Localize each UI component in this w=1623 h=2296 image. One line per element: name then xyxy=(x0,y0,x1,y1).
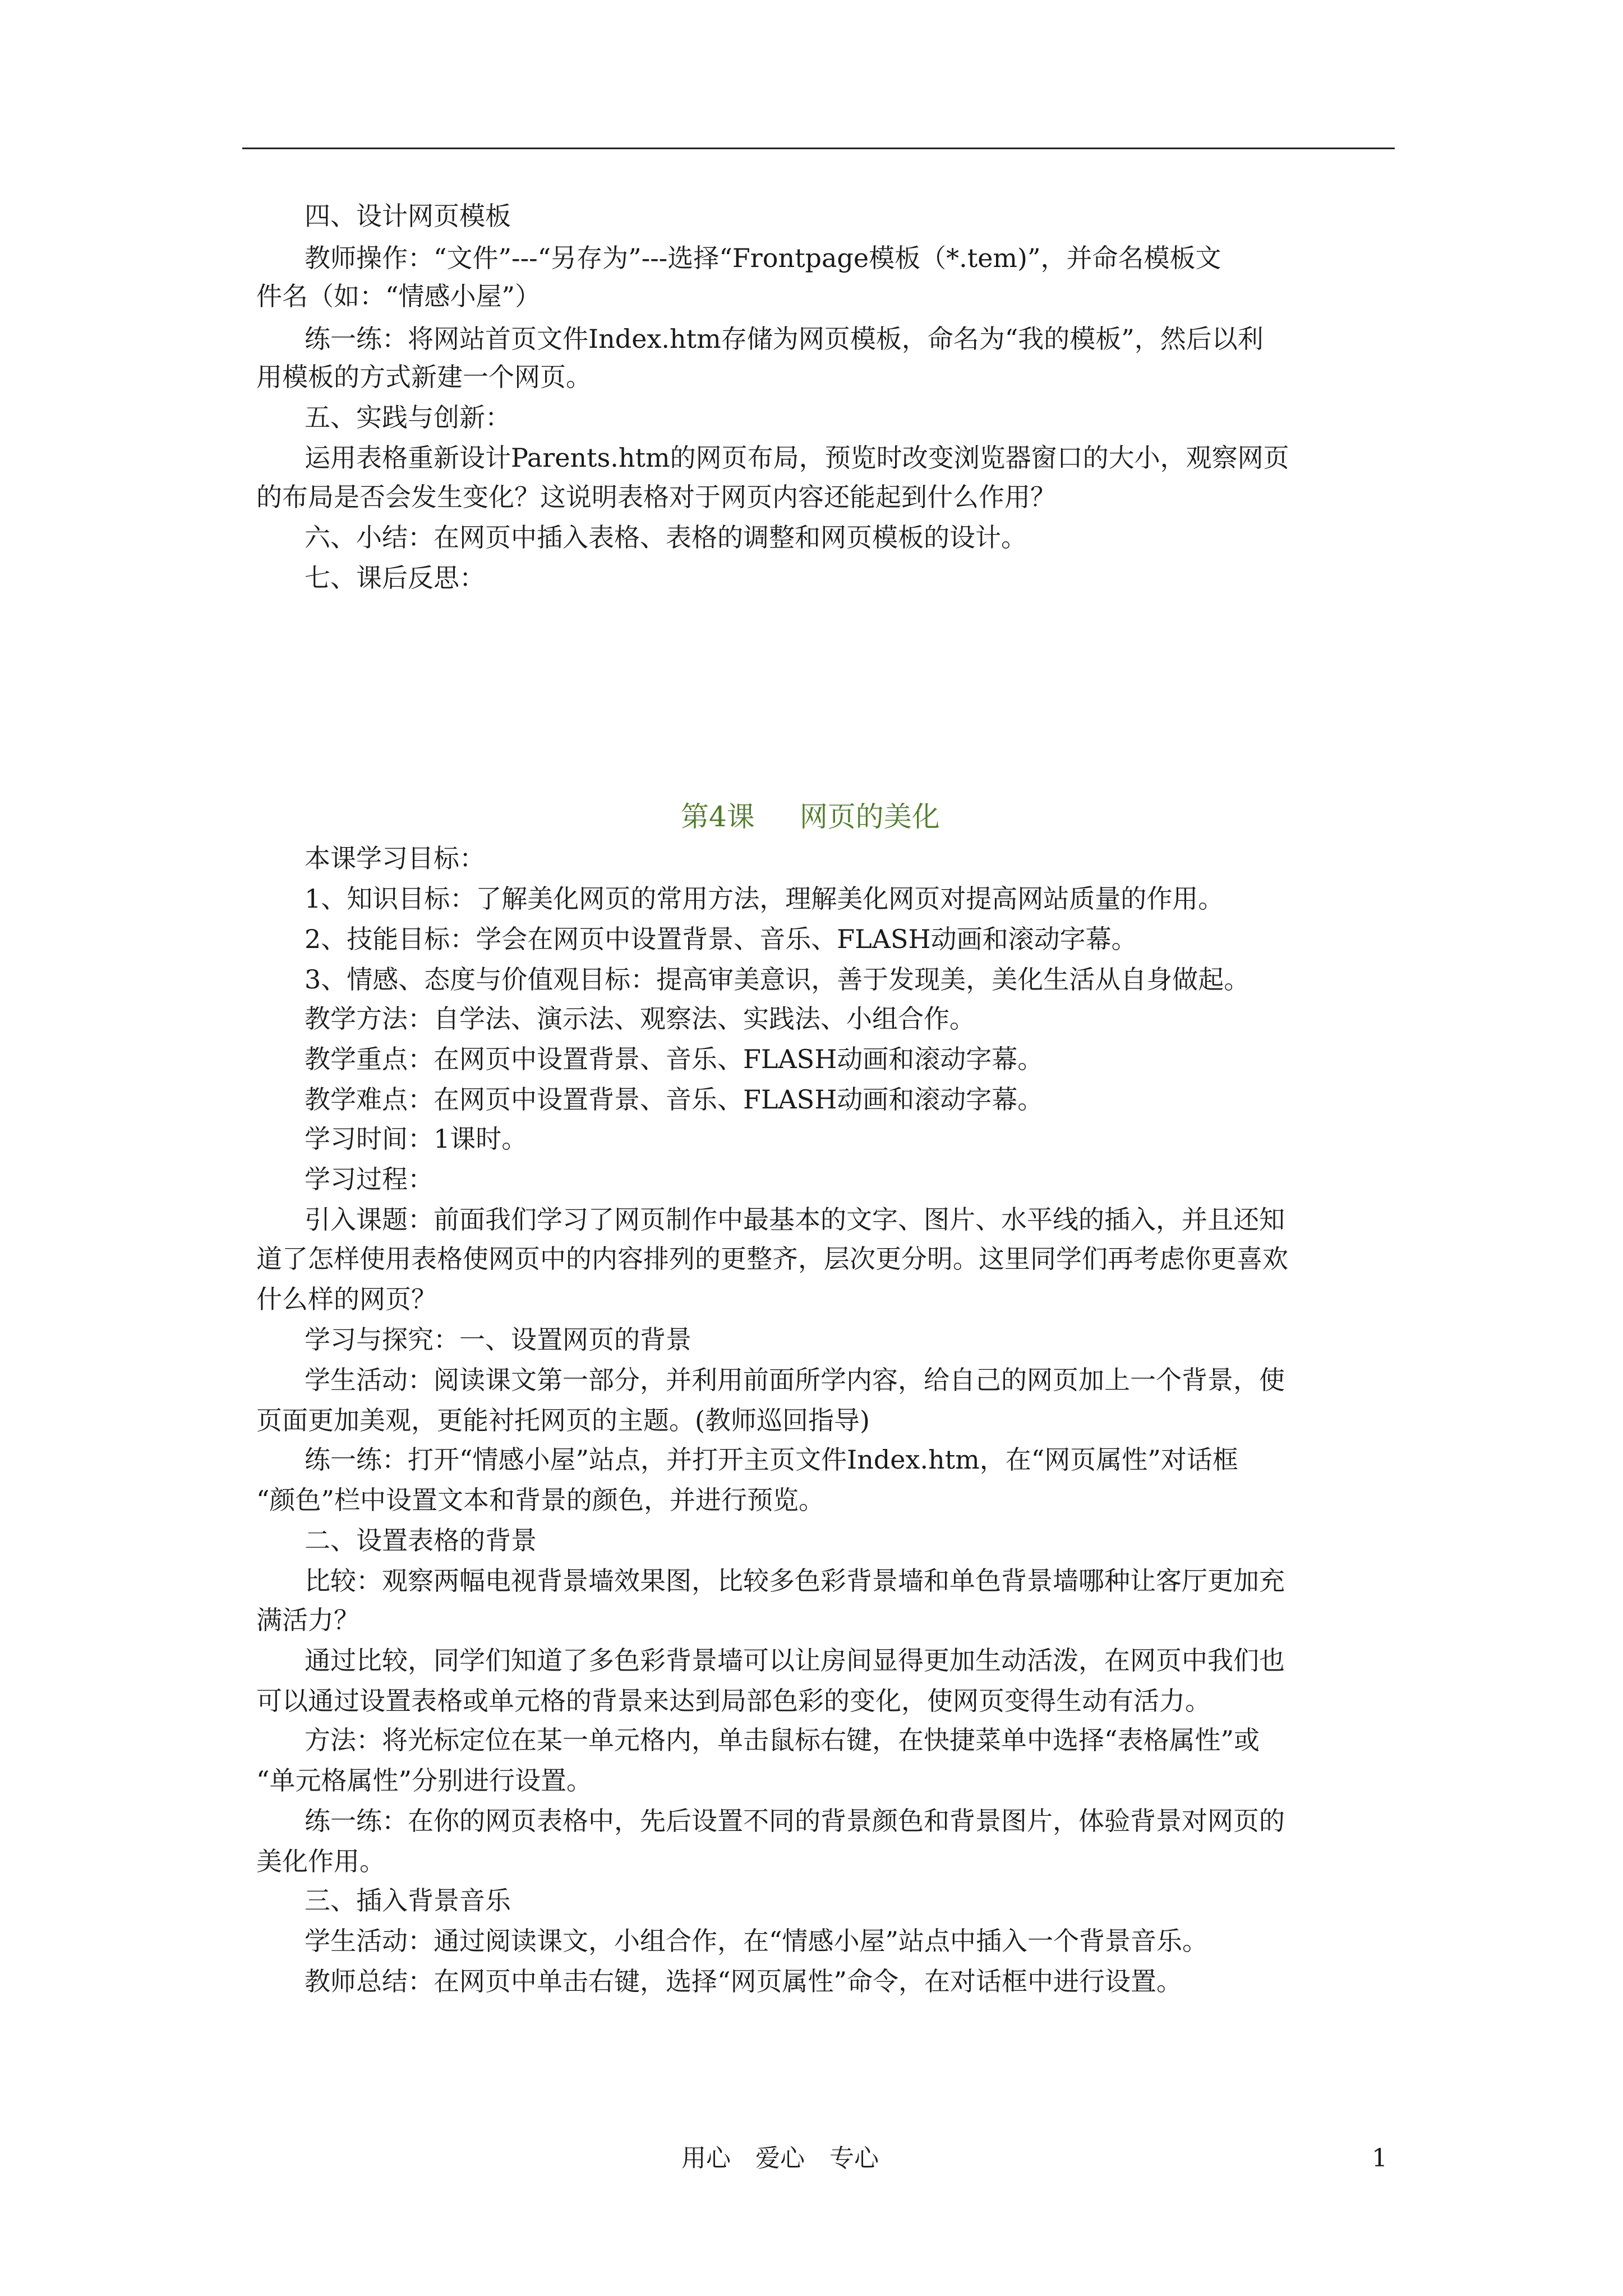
heading-reflection: 七、课后反思： xyxy=(305,563,485,593)
lesson-number: 第4课 xyxy=(681,800,755,833)
paragraph-line: 练一练：打开“情感小屋”站点，并打开主页文件Index.htm，在“网页属性”对话框 xyxy=(305,1444,1238,1475)
paragraph-line: 用模板的方式新建一个网页。 xyxy=(256,362,592,392)
paragraph-line: 本课学习目标： xyxy=(305,843,485,873)
paragraph-line: 教师总结：在网页中单击右键，选择“网页属性”命令，在对话框中进行设置。 xyxy=(305,1966,1183,1996)
footer-motto-item: 专心 xyxy=(829,2144,879,2173)
footer-motto xyxy=(681,2143,879,2174)
paragraph-line: 可以通过设置表格或单元格的背景来达到局部色彩的变化，使网页变得生动有活力。 xyxy=(256,1686,1211,1716)
paragraph-line: 2、技能目标：学会在网页中设置背景、音乐、FLASH动画和滚动字幕。 xyxy=(305,924,1137,954)
paragraph-line: 比较：观察两幅电视背景墙效果图，比较多色彩背景墙和单色背景墙哪种让客厅更加充 xyxy=(305,1566,1285,1596)
paragraph-line: 练一练：将网站首页文件Index.htm存储为网页模板，命名为“我的模板”，然后以利 xyxy=(305,324,1264,354)
paragraph-line: 学生活动：通过阅读课文，小组合作，在“情感小屋”站点中插入一个背景音乐。 xyxy=(305,1926,1209,1956)
paragraph-line: 运用表格重新设计Parents.htm的网页布局，预览时改变浏览器窗口的大小，观察网页 xyxy=(305,443,1289,473)
paragraph-line: 满活力？ xyxy=(256,1605,359,1635)
paragraph-line: 的布局是否会发生变化？这说明表格对于网页内容还能起到什么作用？ xyxy=(256,482,1056,512)
heading-practice: 五、实践与创新： xyxy=(305,402,511,432)
paragraph-line: 教学难点：在网页中设置背景、音乐、FLASH动画和滚动字幕。 xyxy=(305,1084,1044,1115)
paragraph-line: 页面更加美观，更能衬托网页的主题。(教师巡回指导) xyxy=(256,1405,870,1435)
paragraph-line: “单元格属性”分别进行设置。 xyxy=(256,1765,593,1796)
page-number: 1 xyxy=(1372,2144,1387,2173)
paragraph-line: 教学重点：在网页中设置背景、音乐、FLASH动画和滚动字幕。 xyxy=(305,1044,1044,1074)
paragraph-line: 教师操作：“文件”---“另存为”---选择“Frontpage模板（*.tem)”，并命名模板文 xyxy=(305,243,1221,273)
paragraph-line: 学习过程： xyxy=(305,1164,434,1194)
footer-motto-item: 爱心 xyxy=(755,2144,805,2173)
paragraph-line: 三、插入背景音乐 xyxy=(305,1885,511,1916)
paragraph-line: 什么样的网页？ xyxy=(256,1284,437,1314)
paragraph-line: 教学方法：自学法、演示法、观察法、实践法、小组合作。 xyxy=(305,1004,975,1034)
paragraph-line: 道了怎样使用表格使网页中的内容排列的更整齐，层次更分明。这里同学们再考虑你更喜欢 xyxy=(256,1244,1288,1274)
paragraph-line: 件名（如：“情感小屋”） xyxy=(256,281,541,311)
paragraph-line: 3、情感、态度与价值观目标：提高审美意识，善于发现美，美化生活从自身做起。 xyxy=(305,964,1250,995)
paragraph-line: 学习时间：1课时。 xyxy=(305,1124,528,1154)
footer-motto-item: 用心 xyxy=(681,2144,731,2173)
paragraph-line: 通过比较，同学们知道了多色彩背景墙可以让房间显得更加生动活泼，在网页中我们也 xyxy=(305,1645,1285,1676)
lesson-title xyxy=(681,799,940,835)
paragraph-line: 美化作用。 xyxy=(256,1846,385,1876)
paragraph-line: 方法：将光标定位在某一单元格内，单击鼠标右键，在快捷菜单中选择“表格属性”或 xyxy=(305,1725,1260,1755)
paragraph-line: 学习与探究：一、设置网页的背景 xyxy=(305,1324,691,1355)
lesson-name: 网页的美化 xyxy=(799,800,940,833)
paragraph-line: 引入课题：前面我们学习了网页制作中最基本的文字、图片、水平线的插入，并且还知 xyxy=(305,1204,1285,1235)
heading-summary: 六、小结：在网页中插入表格、表格的调整和网页模板的设计。 xyxy=(305,522,1027,553)
paragraph-line: 1、知识目标：了解美化网页的常用方法，理解美化网页对提高网站质量的作用。 xyxy=(305,884,1224,914)
paragraph-line: 练一练：在你的网页表格中，先后设置不同的背景颜色和背景图片，体验背景对网页的 xyxy=(305,1806,1285,1836)
paragraph-line: 二、设置表格的背景 xyxy=(305,1525,537,1556)
paragraph-line: 学生活动：阅读课文第一部分，并利用前面所学内容，给自己的网页加上一个背景，使 xyxy=(305,1365,1285,1395)
heading-design-template: 四、设计网页模板 xyxy=(305,201,511,231)
header-rule xyxy=(242,148,1395,149)
paragraph-line: “颜色”栏中设置文本和背景的颜色，并进行预览。 xyxy=(256,1485,825,1515)
